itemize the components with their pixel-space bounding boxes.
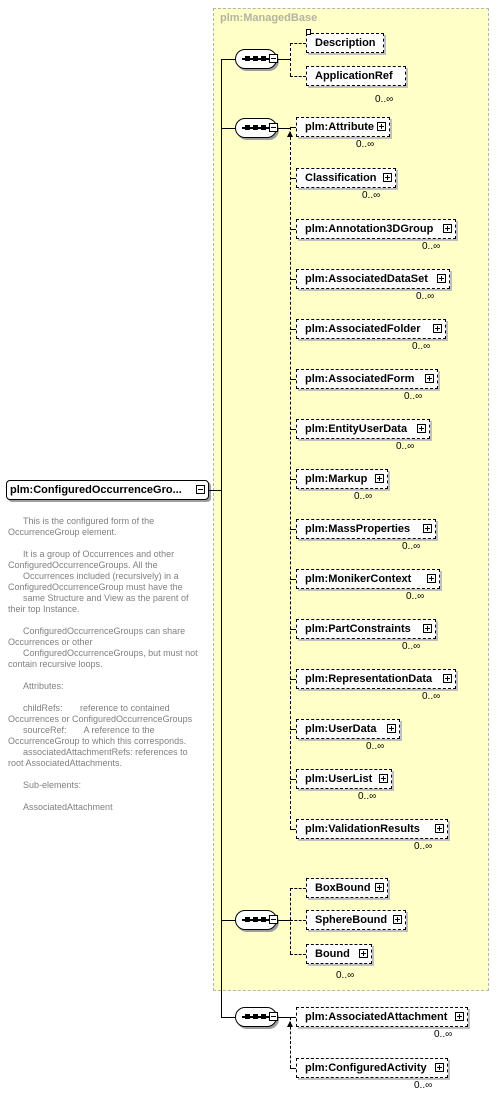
managed-base-title: plm:ManagedBase — [220, 12, 318, 24]
collapse-icon[interactable] — [269, 1012, 278, 1021]
cardinality-label: 0..∞ — [336, 970, 355, 981]
cardinality-label: 0..∞ — [362, 190, 381, 201]
sequence-dot — [261, 1014, 266, 1019]
schema-element[interactable] — [296, 269, 450, 289]
schema-element-label: plm:AssociatedFolder — [305, 323, 421, 335]
schema-element[interactable] — [296, 669, 456, 689]
connector-line — [278, 128, 290, 129]
schema-element[interactable] — [296, 819, 448, 839]
cardinality-label: 0..∞ — [412, 341, 431, 352]
schema-element[interactable] — [306, 66, 406, 86]
expand-icon[interactable] — [383, 173, 392, 182]
root-element-label: plm:ConfiguredOccurrenceGro... — [10, 484, 182, 496]
schema-element-label: plm:MassProperties — [305, 523, 411, 535]
sequence-dot — [261, 125, 266, 130]
cardinality-label: 0..∞ — [406, 591, 425, 602]
connector-line — [278, 920, 290, 921]
expand-icon[interactable] — [417, 424, 426, 433]
doc-paragraph: This is the configured form of the OccurrenceGroup element. — [8, 516, 157, 537]
cardinality-label: 0..∞ — [422, 241, 441, 252]
schema-element[interactable] — [296, 719, 400, 739]
schema-element-label: plm:RepresentationData — [305, 673, 433, 685]
sequence-dot — [253, 56, 258, 61]
expand-icon[interactable] — [423, 624, 432, 633]
schema-element-label: plm:Markup — [305, 473, 368, 485]
schema-element-label: plm:PartConstraints — [305, 623, 411, 635]
arrow-up-icon — [287, 1021, 293, 1027]
schema-element[interactable] — [306, 944, 372, 964]
connector-dashed-line — [290, 888, 306, 889]
connector-dashed-line — [290, 43, 306, 44]
connector-line — [209, 490, 221, 491]
schema-element-label: Classification — [305, 172, 377, 184]
schema-element[interactable] — [306, 910, 406, 930]
schema-element[interactable] — [306, 33, 384, 53]
cardinality-label: 0..∞ — [402, 541, 421, 552]
collapse-icon[interactable] — [269, 54, 278, 63]
sequence-dot — [253, 1014, 258, 1019]
schema-element[interactable] — [296, 519, 436, 539]
connector-line — [278, 1017, 290, 1018]
connector-line — [221, 59, 235, 60]
managed-base-region — [213, 8, 489, 991]
sequence-dot — [253, 125, 258, 130]
sequence-dot — [261, 56, 266, 61]
schema-element-label: plm:MonikerContext — [305, 573, 412, 585]
schema-element[interactable] — [296, 769, 392, 789]
doc-paragraph: childRefs: reference to contained Occurrences or ConfiguredOccurrenceGroups sourceRef: A reference to the OccurrenceGroup to which this corresponds. associatedAttachmentRefs: references to root AssociatedAttachments. — [8, 703, 193, 768]
collapse-icon[interactable] — [269, 915, 278, 924]
schema-element[interactable] — [296, 168, 396, 188]
schema-element[interactable] — [296, 319, 446, 339]
cardinality-label: 0..∞ — [366, 741, 385, 752]
expand-icon[interactable] — [435, 1063, 444, 1072]
schema-element[interactable] — [296, 117, 390, 137]
cardinality-label: 0..∞ — [396, 441, 415, 452]
connector-dashed-line — [290, 127, 291, 829]
connector-dashed-line — [290, 43, 291, 76]
connector-line — [278, 59, 290, 60]
connector-line — [221, 59, 222, 1017]
cardinality-label: 0..∞ — [356, 139, 375, 150]
collapse-icon[interactable] — [269, 123, 278, 132]
connector-dashed-line — [290, 76, 306, 77]
sequence-dot — [261, 917, 266, 922]
sequence-dot — [253, 917, 258, 922]
schema-element-label: plm:Annotation3DGroup — [305, 223, 434, 235]
documentation-text — [8, 516, 204, 824]
schema-element-label: BoxBound — [315, 882, 371, 894]
cardinality-label: 0..∞ — [414, 1080, 433, 1091]
document-icon — [306, 29, 311, 35]
schema-element-label: plm:UserList — [305, 773, 373, 785]
expand-icon[interactable] — [443, 224, 452, 233]
expand-icon[interactable] — [423, 524, 432, 533]
schema-element[interactable] — [296, 1058, 448, 1078]
schema-element-label: plm:ValidationResults — [305, 823, 420, 835]
cardinality-label: 0..∞ — [416, 291, 435, 302]
schema-element-label: ApplicationRef — [315, 70, 393, 82]
schema-element[interactable] — [296, 569, 440, 589]
schema-element[interactable] — [296, 1007, 468, 1027]
connector-dashed-line — [290, 920, 306, 921]
cardinality-label: 0..∞ — [434, 1029, 453, 1040]
expand-icon[interactable] — [443, 674, 452, 683]
schema-element-label: plm:ConfiguredActivity — [305, 1062, 427, 1074]
connector-dashed-line — [290, 954, 306, 955]
expand-icon[interactable] — [427, 574, 436, 583]
doc-paragraph: Attributes: — [8, 681, 64, 691]
doc-paragraph: AssociatedAttachment — [8, 802, 113, 812]
expand-icon[interactable] — [377, 122, 386, 131]
expand-icon[interactable] — [425, 374, 434, 383]
schema-element-label: Bound — [315, 948, 350, 960]
expand-icon[interactable] — [455, 1012, 464, 1021]
schema-element[interactable] — [296, 419, 430, 439]
cardinality-label: 0..∞ — [422, 691, 441, 702]
expand-icon[interactable] — [359, 949, 368, 958]
schema-element[interactable] — [296, 369, 438, 389]
expand-icon[interactable] — [435, 824, 444, 833]
doc-paragraph: Sub-elements: — [8, 780, 82, 790]
expand-icon[interactable] — [375, 474, 384, 483]
expand-icon[interactable] — [437, 274, 446, 283]
expand-icon[interactable] — [375, 883, 384, 892]
arrow-up-icon — [287, 131, 293, 137]
schema-element-label: SphereBound — [315, 914, 388, 926]
sequence-dot — [245, 56, 250, 61]
schema-element-label: plm:AssociatedAttachment — [305, 1011, 448, 1023]
schema-element[interactable] — [296, 469, 388, 489]
schema-element[interactable] — [306, 878, 388, 898]
expand-icon[interactable] — [393, 915, 402, 924]
root-element[interactable] — [6, 480, 209, 500]
expand-icon[interactable] — [379, 774, 388, 783]
sequence-dot — [245, 125, 250, 130]
schema-element-label: Description — [315, 37, 376, 49]
sequence-dot — [245, 917, 250, 922]
expand-icon[interactable] — [387, 724, 396, 733]
connector-dashed-line — [290, 888, 291, 954]
doc-paragraph: ConfiguredOccurrenceGroups can share Occurrences or other ConfiguredOccurrenceGroups, but must not contain recursive loops. — [8, 626, 198, 669]
collapse-icon[interactable] — [196, 485, 205, 494]
cardinality-label: 0..∞ — [354, 491, 373, 502]
connector-line — [221, 1017, 235, 1018]
cardinality-label: 0..∞ — [358, 791, 377, 802]
schema-element-label: plm:AssociatedForm — [305, 373, 415, 385]
sequence-dot — [245, 1014, 250, 1019]
schema-element[interactable] — [296, 219, 456, 239]
schema-element-label: plm:AssociatedDataSet — [305, 273, 428, 285]
cardinality-label: 0..∞ — [402, 641, 421, 652]
cardinality-label: 0..∞ — [404, 391, 423, 402]
expand-icon[interactable] — [433, 324, 442, 333]
schema-element-label: plm:EntityUserData — [305, 423, 408, 435]
doc-paragraph: It is a group of Occurrences and other ConfiguredOccurrenceGroups. All the Occurrences included (recursively) in a ConfiguredOccurrenceGroup must have the same Structure and View as the parent of their top Instance. — [8, 549, 189, 614]
cardinality-label: 0..∞ — [414, 841, 433, 852]
schema-element[interactable] — [296, 619, 436, 639]
connector-line — [221, 920, 235, 921]
cardinality-label: 0..∞ — [375, 94, 394, 105]
schema-element-label: plm:UserData — [305, 723, 377, 735]
schema-element-label: plm:Attribute — [305, 121, 375, 133]
connector-line — [221, 128, 235, 129]
